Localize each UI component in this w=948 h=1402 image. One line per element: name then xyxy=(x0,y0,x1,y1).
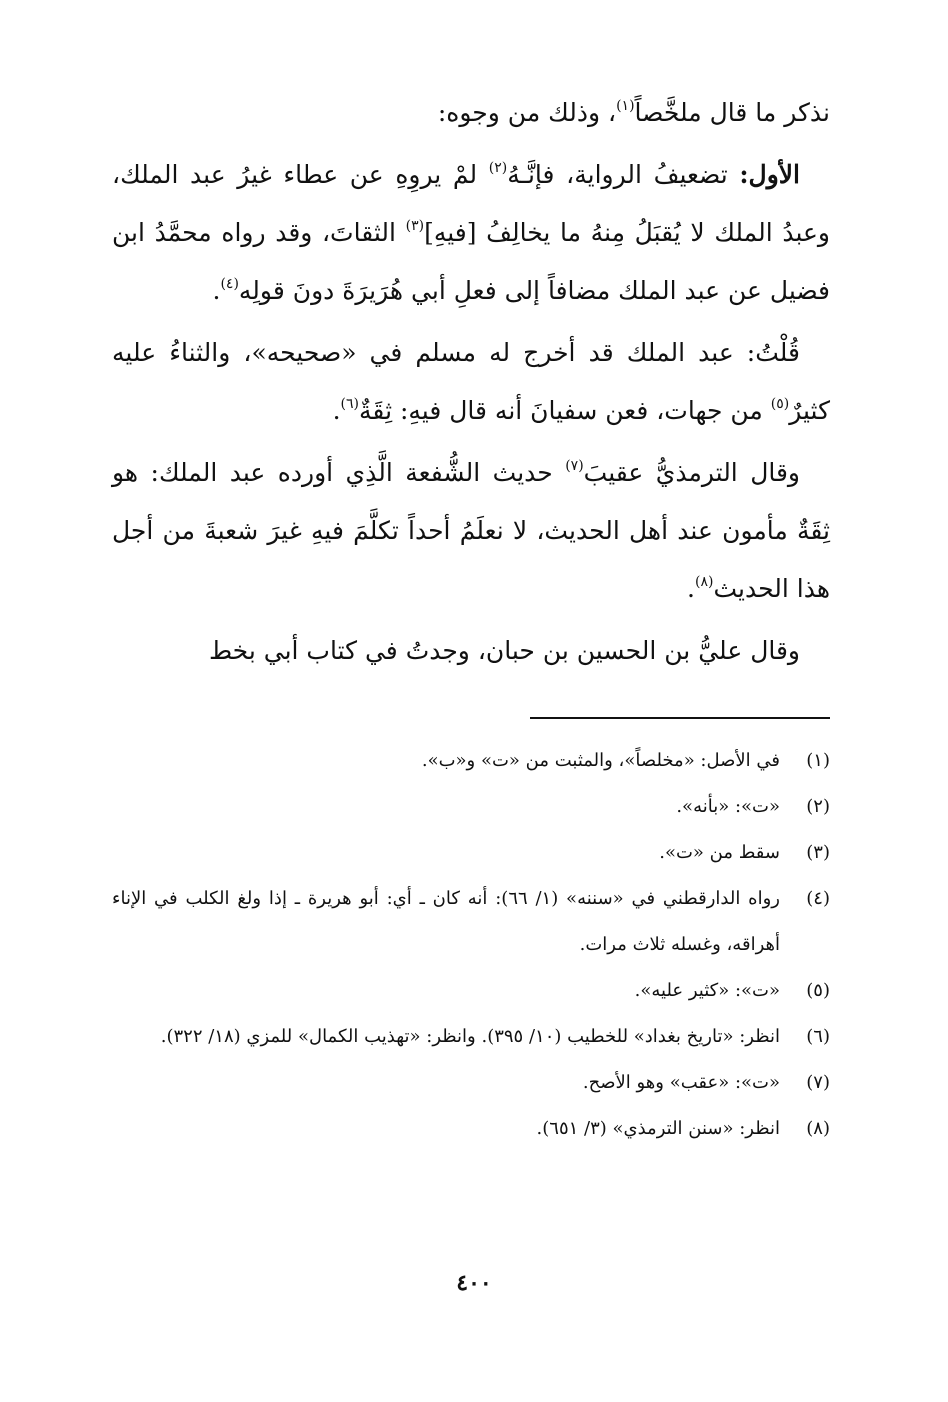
footnote-ref-2: (٢) xyxy=(488,160,508,176)
footnote-number: (٨) xyxy=(806,1118,830,1139)
footnote xyxy=(112,830,830,876)
footnote xyxy=(112,876,830,968)
footnote-ref-8: (٨) xyxy=(695,574,714,590)
footnote xyxy=(112,1014,830,1060)
paragraph-1 xyxy=(112,84,830,142)
footnote-text: رواه الدارقطني في «سننه» (١/ ٦٦): أنه كان ـ أي: أبو هريرة ـ إذا ولغ الكلب في الإناء أهراقه، وغسله ثلاث مرات. xyxy=(112,888,780,955)
footnote-number: (٦) xyxy=(806,1026,830,1047)
footnote-number: (٢) xyxy=(806,796,830,817)
paragraph-4 xyxy=(112,444,830,618)
paragraph-5: وقال عليُّ بن الحسين بن حبان، وجدتُ في كتاب أبي بخط xyxy=(208,636,800,665)
footnote-ref-6: (٦) xyxy=(340,396,360,412)
text-run: وقال الترمذيُّ عقيبَ xyxy=(583,458,800,487)
paragraph-2 xyxy=(112,146,830,320)
text-run: . xyxy=(687,574,695,603)
text-run: الثقاتَ، وقد رواه محمَّدُ ابن فضيل عن عبد الملك مضافاً إلى فعلِ أبي هُرَيرَةَ دونَ قولِه xyxy=(112,218,830,305)
footnote-ref-4: (٤) xyxy=(220,276,239,292)
footnote-text: انظر: «تاريخ بغداد» للخطيب (١٠/ ٣٩٥). وانظر: «تهذيب الكمال» للمزي (١٨/ ٣٢٢). xyxy=(160,1026,780,1047)
footnote-ref-3: (٣) xyxy=(405,218,425,234)
footnote-number: (٥) xyxy=(806,980,830,1001)
footnote-text: «ت»: «عقب» وهو الأصح. xyxy=(582,1072,780,1093)
footnote xyxy=(112,1106,830,1152)
text-run: ، وذلك من وجوه: xyxy=(437,98,617,127)
footnote-number: (٣) xyxy=(806,842,830,863)
footnote xyxy=(112,968,830,1014)
main-text xyxy=(112,84,830,680)
footnote xyxy=(112,1060,830,1106)
footnotes xyxy=(112,738,830,1152)
footnote-number: (٧) xyxy=(806,1072,830,1093)
paragraph-3 xyxy=(112,324,830,440)
footnote-text: «ت»: «كثير عليه». xyxy=(634,980,780,1001)
footnote xyxy=(112,738,830,784)
text-run: . xyxy=(332,396,341,425)
footnote-text: سقط من «ت». xyxy=(659,842,780,863)
page-number: ٤٠٠ xyxy=(456,1270,492,1296)
footnote-text: «ت»: «بأنه». xyxy=(676,796,780,817)
section-lead: الأول: xyxy=(739,160,800,189)
text-run: . xyxy=(212,276,221,305)
text-run: قُلْتُ: عبد الملك قد أخرج له مسلم في «صحيحه»، والثناءُ عليه كثيرٌ xyxy=(112,338,830,425)
footnote-number: (١) xyxy=(806,750,830,771)
footnote-separator xyxy=(530,717,830,719)
footnote-ref-1: (١) xyxy=(616,98,635,114)
text-run: نذكر ما قال ملخَّصاً xyxy=(634,98,830,127)
footnote-number: (٤) xyxy=(806,888,830,909)
footnote-text: انظر: «سنن الترمذي» (٣/ ٦٥١). xyxy=(536,1118,780,1139)
text-run: من جهات، فعن سفيانَ أنه قال فيهِ: ثِقَةٌ xyxy=(359,396,771,425)
footnote xyxy=(112,784,830,830)
footnote-ref-5: (٥) xyxy=(770,396,790,412)
footnote-text: في الأصل: «مخلصاً»، والمثبت من «ت» و«ب». xyxy=(421,750,780,771)
text-run: حديث الشُّفعة الَّذِي أورده عبد الملك: هو ثِقَةٌ مأمون عند أهل الحديث، لا نعلَمُ أحداً تكلَّمَ فيهِ غيرَ شعبةَ من أجل هذا الحديث xyxy=(112,458,830,603)
text-run: تضعيفُ الرواية، فإنَّـهُ xyxy=(507,160,740,189)
footnote-ref-7: (٧) xyxy=(565,458,584,474)
text-run: لمْ يروِهِ عن عطاء غيرُ عبد الملك، وعبدُ الملك لا يُقبَلُ مِنهُ ما يخالِفُ [فيهِ] xyxy=(112,160,830,247)
